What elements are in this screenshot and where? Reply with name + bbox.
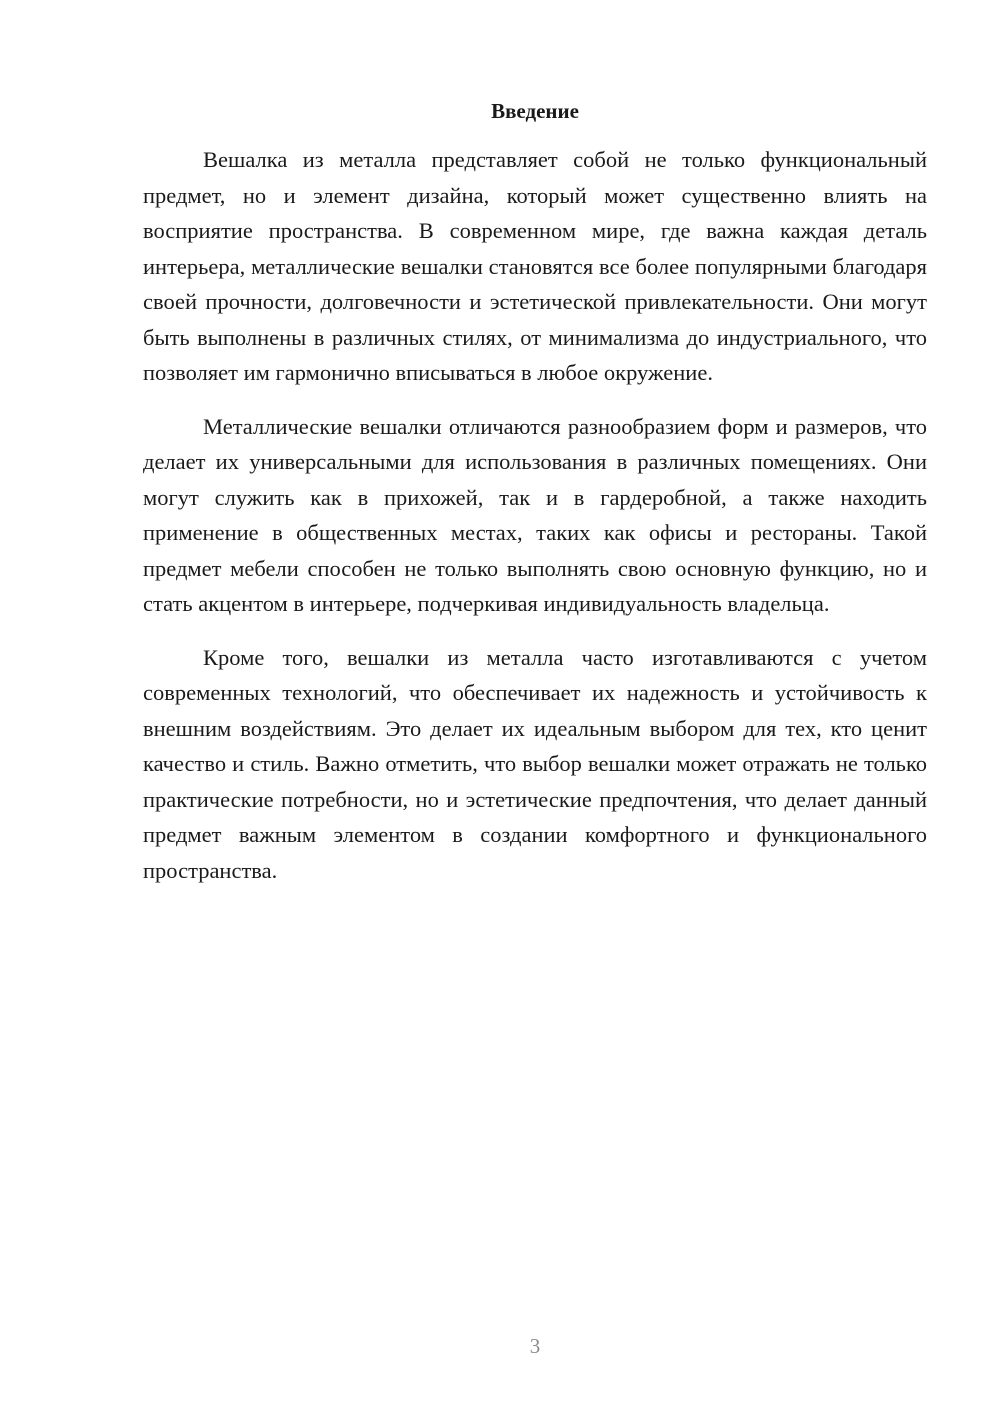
- section-heading: Введение: [491, 99, 579, 123]
- paragraph-2: Металлические вешалки отличаются разнообразием форм и размеров, что делает их универсальными для использования в различных помещениях. Они могут служить как в прихожей, так и в гардеробной, а также находить применение в общественных местах, таких как офисы и рестораны. Такой предмет мебели способен не только выполнять свою основную функцию, но и стать акцентом в интерьере, подчеркивая индивидуальность владельца.: [143, 413, 927, 616]
- page-number: 3: [529, 1334, 541, 1358]
- paragraph-3: Кроме того, вешалки из металла часто изготавливаются с учетом современных технологий, что обеспечивает их надежность и устойчивость к внешним воздействиям. Это делает их идеальным выбором для тех, кто ценит качество и стиль. Важно отметить, что выбор вешалки может отражать не только практические потребности, но и эстетические предпочтения, что делает данный предмет важным элементом в создании комфортного и функционального пространства.: [143, 644, 927, 883]
- paragraph-1: Вешалка из металла представляет собой не только функциональный предмет, но и элемент дизайна, который может существенно влиять на восприятие пространства. В современном мире, где важна каждая деталь интерьера, металлические вешалки становятся все более популярными благодаря своей прочности, долговечности и эстетической привлекательности. Они могут быть выполнены в различных стилях, от минимализма до индустриального, что позволяет им гармонично вписываться в любое окружение.: [143, 147, 927, 385]
- body-text: [143, 142, 927, 906]
